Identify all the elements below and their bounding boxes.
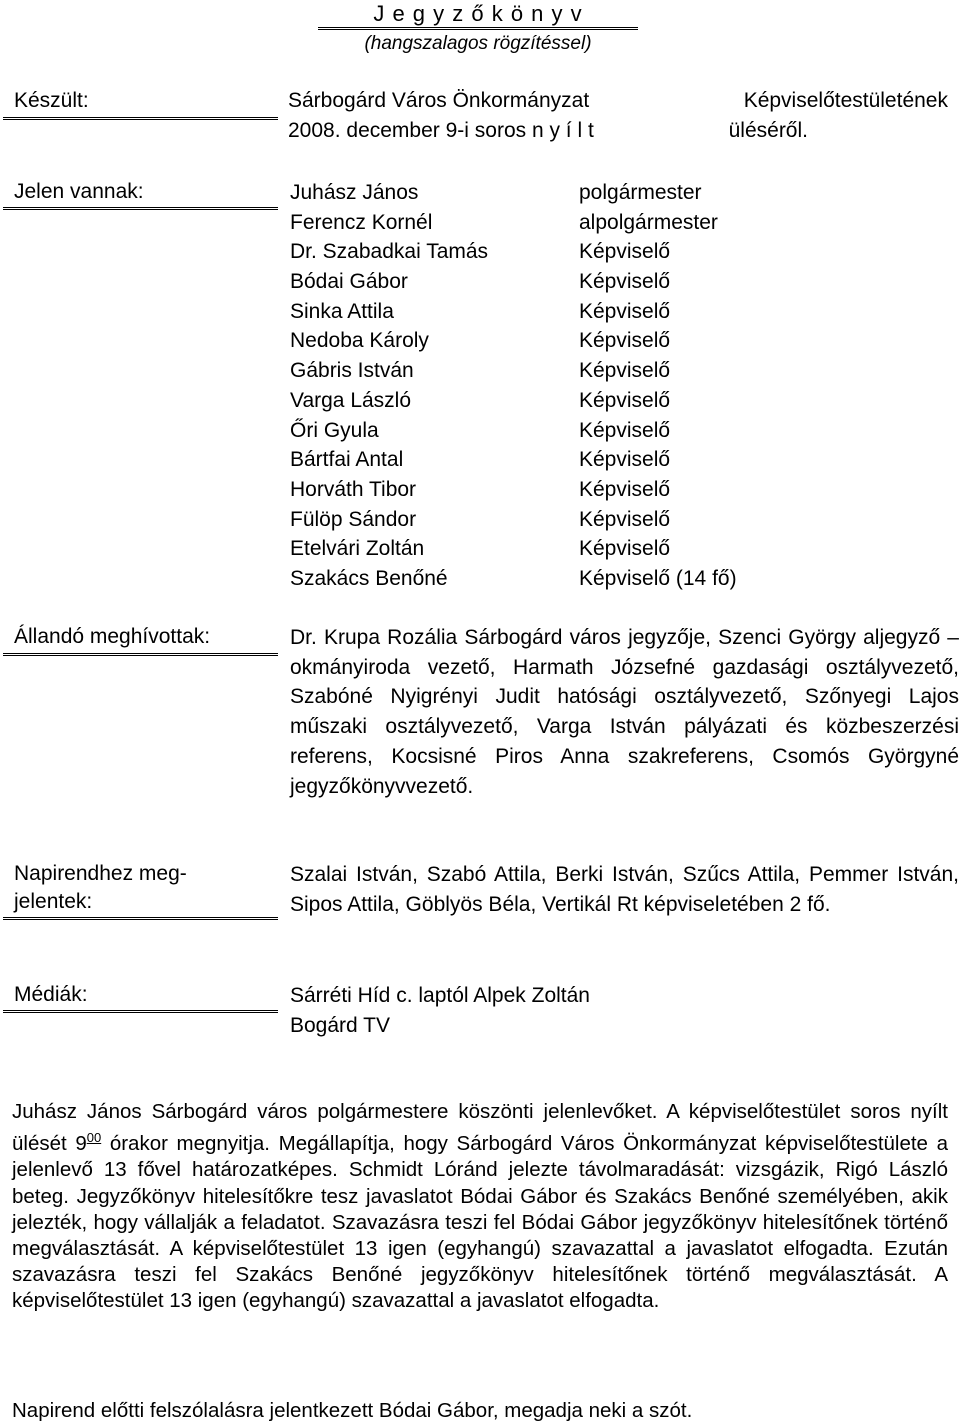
keszult-line-1	[288, 86, 948, 115]
attendee-list	[290, 178, 810, 594]
attendee-role: Képviselő	[579, 477, 671, 501]
attendee-name: Varga László	[290, 388, 412, 412]
attendee-name: Ferencz Kornél	[290, 210, 433, 234]
mediak-label: Médiák:	[14, 983, 88, 1006]
attendee-role: alpolgármester	[579, 210, 718, 234]
keszult-line-2	[288, 116, 948, 145]
attendee-name: Gábris István	[290, 359, 414, 383]
attendee-name: Etelvári Zoltán	[290, 537, 425, 561]
attendee-row	[290, 564, 810, 594]
mediak-line-1: Sárréti Híd c. laptól Alpek Zoltán	[290, 984, 590, 1007]
napirend-label-rule	[3, 917, 278, 920]
napirend-text: Szalai István, Szabó Attila, Berki István, Szűcs Attila, Pemmer István, Sipos Attila, Göblyös Béla, Vertikál Rt képviseletében 2 fő.	[290, 863, 959, 916]
attendee-name: Bártfai Antal	[290, 448, 404, 472]
napirend-label-line-1: Napirendhez meg-	[14, 862, 187, 885]
attendee-name: Szakács Benőné	[290, 566, 448, 590]
allando-label: Állandó meghívottak:	[14, 625, 211, 648]
attendee-role: Képviselő	[579, 537, 671, 561]
allando-text: Dr. Krupa Rozália Sárbogárd város jegyzője, Szenci György aljegyző – okmányiroda vezető, Harmath Józsefné gazdasági osztályvezető, Szabóné Nyigrényi Judit hatósági osztályvezető, Szőnyegi Lajos műszaki osztályvezető, Varga István pályázati és közbeszerzési referens, Kocsisné Piros Anna szakreferens, Csomós Györgyné jegyzőkönyvvezető.	[290, 626, 959, 798]
attendee-row	[290, 326, 810, 356]
attendee-row	[290, 356, 810, 386]
time-superscript: 00	[86, 1130, 102, 1146]
allando-label-rule	[3, 653, 278, 656]
attendee-role: Képviselő	[579, 507, 671, 531]
attendee-row	[290, 475, 810, 505]
jelen-label-rule	[3, 207, 278, 210]
attendee-role: Képviselő	[579, 299, 671, 323]
attendee-row	[290, 386, 810, 416]
body-paragraph-2: Napirend előtti felszólalásra jelentkezett Bódai Gábor, megadja neki a szót.	[12, 1399, 693, 1422]
attendee-role: Képviselő	[579, 329, 671, 353]
body-p1-after: órakor megnyitja. Megállapítja, hogy Sárbogárd Város Önkormányzat képviselőtestülete a jelenlevő 13 fővel határozatképes. Schmidt Lóránd jelezte távolmaradását: vizsgázik, Rigó László beteg. Jegyzőkönyv hitelesítőkre tesz javaslatot Bódai Gábor és Szakács Benőné személyében, akik jelezték, hogy vállalják a feladatot. Szavazásra teszi fel Bódai Gábor jegyzőkönyv hitelesítőnek történő megválasztását. A képviselőtestület 13 igen (egyhangú) szavazattal a javaslatot elfogadta. Ezután szavazásra teszi fel Szakács Benőné jegyzőkönyv hitelesítőnek történő megválasztását. A képviselőtestület 13 igen (egyhangú) szavazattal a javaslatot elfogadta.	[12, 1132, 948, 1313]
attendee-name: Fülöp Sándor	[290, 507, 417, 531]
mediak-label-rule	[3, 1010, 278, 1013]
attendee-row	[290, 505, 810, 535]
attendee-name: Bódai Gábor	[290, 270, 408, 294]
document-subtitle: (hangszalagos rögzítéssel)	[364, 33, 592, 54]
attendee-row	[290, 267, 810, 297]
attendee-row	[290, 178, 810, 208]
attendee-row	[290, 534, 810, 564]
attendee-row	[290, 208, 810, 238]
attendee-role: Képviselő	[579, 240, 671, 264]
body-paragraph-1	[12, 1099, 948, 1315]
attendee-role: Képviselő	[579, 359, 671, 383]
keszult-line-1-left: Sárbogárd Város Önkormányzat	[288, 89, 590, 112]
attendee-name: Nedoba Károly	[290, 329, 429, 353]
attendee-row	[290, 297, 810, 327]
attendee-name: Horváth Tibor	[290, 477, 417, 501]
title-underline	[318, 27, 638, 30]
document-title: J e g y z ő k ö n y v	[373, 1, 583, 26]
attendee-role: Képviselő	[579, 418, 671, 442]
attendee-name: Dr. Szabadkai Tamás	[290, 240, 489, 264]
mediak-line-2: Bogárd TV	[290, 1014, 391, 1037]
attendee-role: polgármester	[579, 181, 702, 204]
keszult-label: Készült:	[14, 89, 89, 112]
jelen-label: Jelen vannak:	[14, 180, 144, 203]
attendee-role: Képviselő (14 fő)	[579, 566, 737, 590]
keszult-line-1-right: Képviselőtestületének	[743, 89, 948, 112]
attendee-role: Képviselő	[579, 270, 671, 294]
attendee-name: Juhász János	[290, 181, 419, 204]
napirend-label-line-2: jelentek:	[14, 890, 93, 913]
attendee-row	[290, 237, 810, 267]
attendee-role: Képviselő	[579, 448, 671, 472]
attendee-row	[290, 445, 810, 475]
keszult-line-2-right: üléséről.	[728, 119, 808, 142]
attendee-name: Őri Gyula	[290, 418, 379, 442]
attendee-role: Képviselő	[579, 388, 671, 412]
keszult-label-rule	[3, 117, 278, 120]
keszult-line-2-left: 2008. december 9-i soros n y í l t	[288, 119, 594, 142]
attendee-row	[290, 416, 810, 446]
body-p1-before: Juhász János Sárbogárd város polgármestere köszönti jelenlevőket. A képviselőtestület soros nyílt ülését 9	[12, 1100, 948, 1156]
attendee-name: Sinka Attila	[290, 299, 394, 323]
